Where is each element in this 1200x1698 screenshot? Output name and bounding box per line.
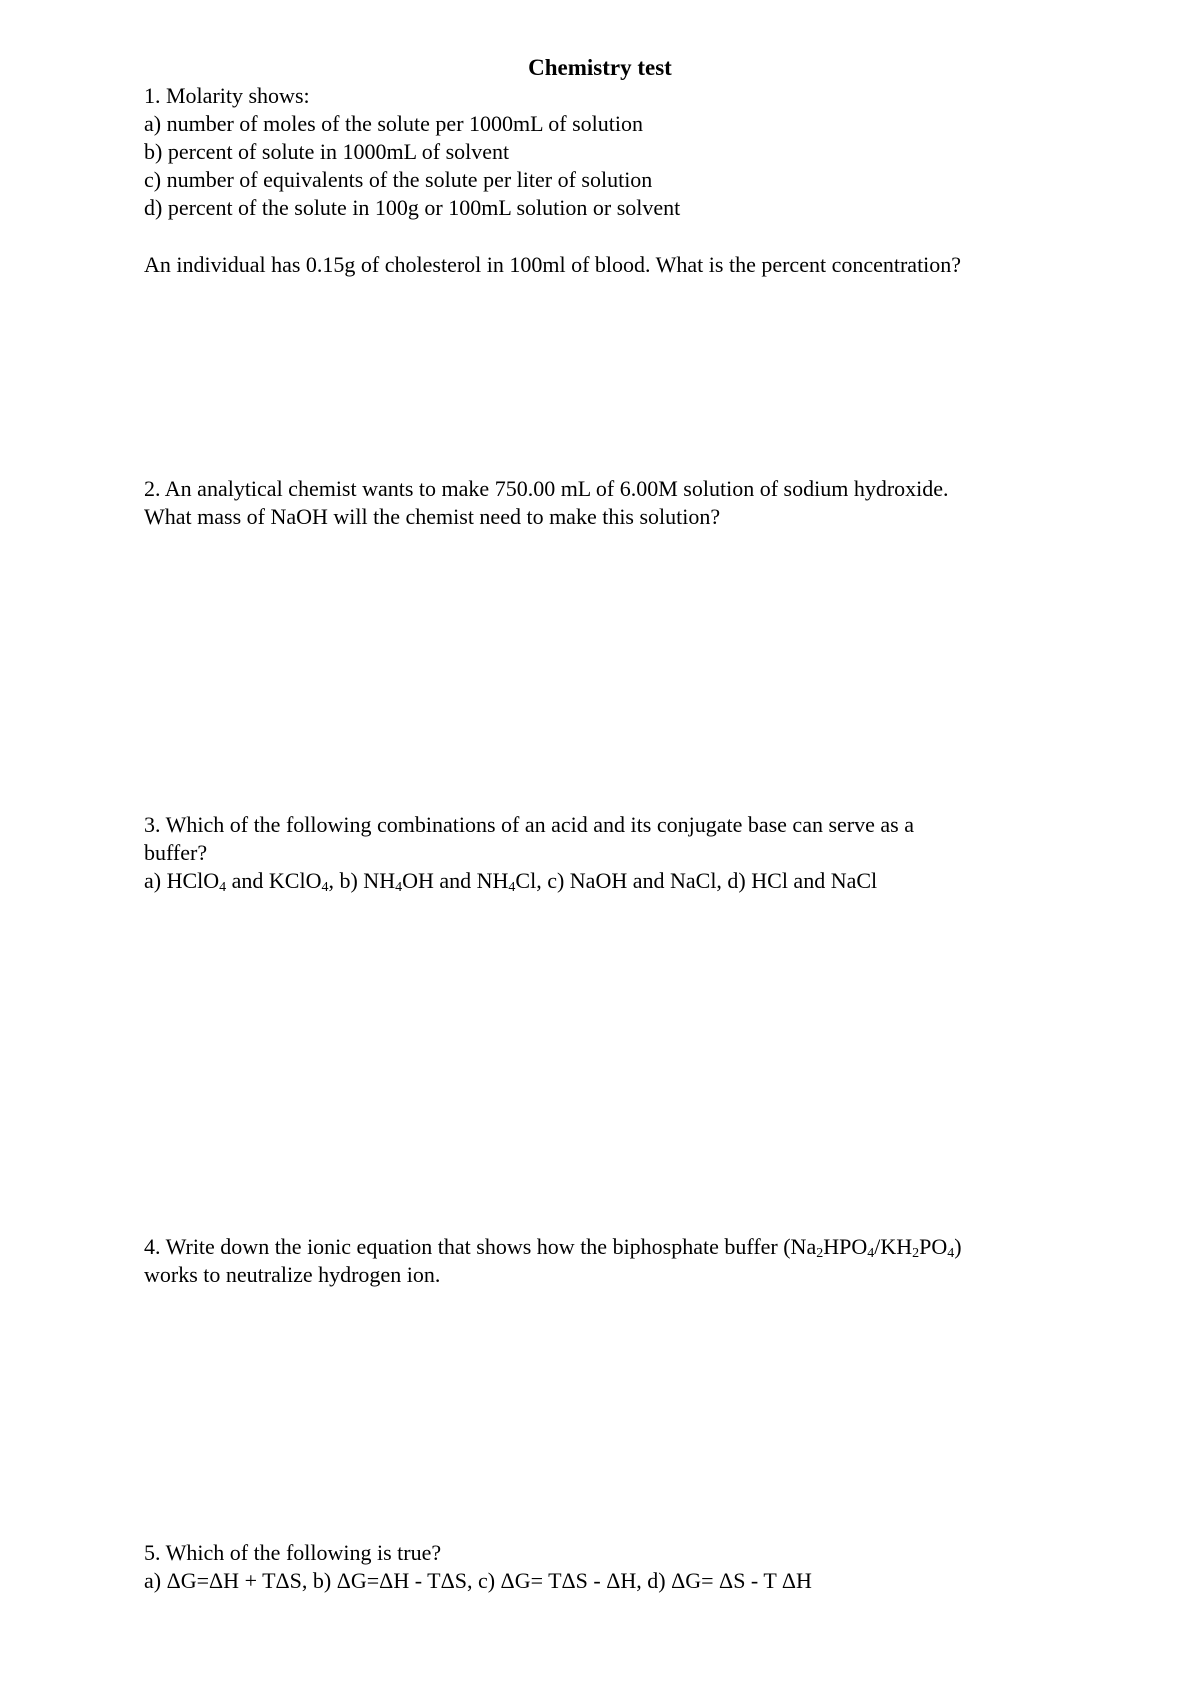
q5-options: a) ΔG=ΔH + TΔS, b) ΔG=ΔH - TΔS, c) ΔG= TΔS - ΔH, d) ΔG= ΔS - T ΔH [144, 1568, 812, 1593]
q4-text-1: 4. Write down the ionic equation that shows how the biphosphate buffer (Na [144, 1234, 817, 1259]
q4-sub-2: 4 [867, 1246, 875, 1261]
q5-stem: 5. Which of the following is true? [144, 1540, 442, 1565]
q4-text-2: HPO [823, 1234, 868, 1259]
q3-line-1: 3. Which of the following combinations of an acid and its conjugate base can serve as a [144, 812, 914, 837]
q3-sub-a2: 4 [321, 880, 329, 895]
q3-text-a: a) HClO [144, 868, 220, 893]
q4-sub-4: 4 [947, 1246, 955, 1261]
q1-stem: 1. Molarity shows: [144, 83, 310, 108]
q4-text-3: /KH [874, 1234, 913, 1259]
q3-text-rest: Cl, c) NaOH and NaCl, d) HCl and NaCl [515, 868, 878, 893]
q1-option-a: a) number of moles of the solute per 1000mL of solution [144, 111, 643, 136]
q3-sub-b2: 4 [508, 880, 516, 895]
q4-text-4: PO [919, 1234, 948, 1259]
q3-text-b: , b) NH [328, 868, 396, 893]
q3-sub-b1: 4 [395, 880, 403, 895]
q2-line-1: 2. An analytical chemist wants to make 750.00 mL of 6.00M solution of sodium hydroxide. [144, 476, 949, 501]
q4-sub-1: 2 [816, 1246, 824, 1261]
q3-text-a2: and KClO [226, 868, 322, 893]
page-title: Chemistry test [528, 55, 672, 80]
q1-option-b: b) percent of solute in 1000mL of solvent [144, 139, 510, 164]
q3-line-2: buffer? [144, 840, 208, 865]
q4-line-2: works to neutralize hydrogen ion. [144, 1262, 441, 1287]
q4-line-1 [144, 1233, 962, 1261]
q1-option-d: d) percent of the solute in 100g or 100mL solution or solvent [144, 195, 681, 220]
q3-sub-a1: 4 [219, 880, 227, 895]
q3-options [144, 867, 877, 895]
q4-sub-3: 2 [912, 1246, 920, 1261]
q3-text-b2: OH and NH [402, 868, 509, 893]
q1-option-c: c) number of equivalents of the solute per liter of solution [144, 167, 653, 192]
q2-line-2: What mass of NaOH will the chemist need to make this solution? [144, 504, 721, 529]
q4-text-5: ) [954, 1234, 962, 1259]
q1-problem: An individual has 0.15g of cholesterol in 100ml of blood. What is the percent concentration? [144, 252, 962, 277]
